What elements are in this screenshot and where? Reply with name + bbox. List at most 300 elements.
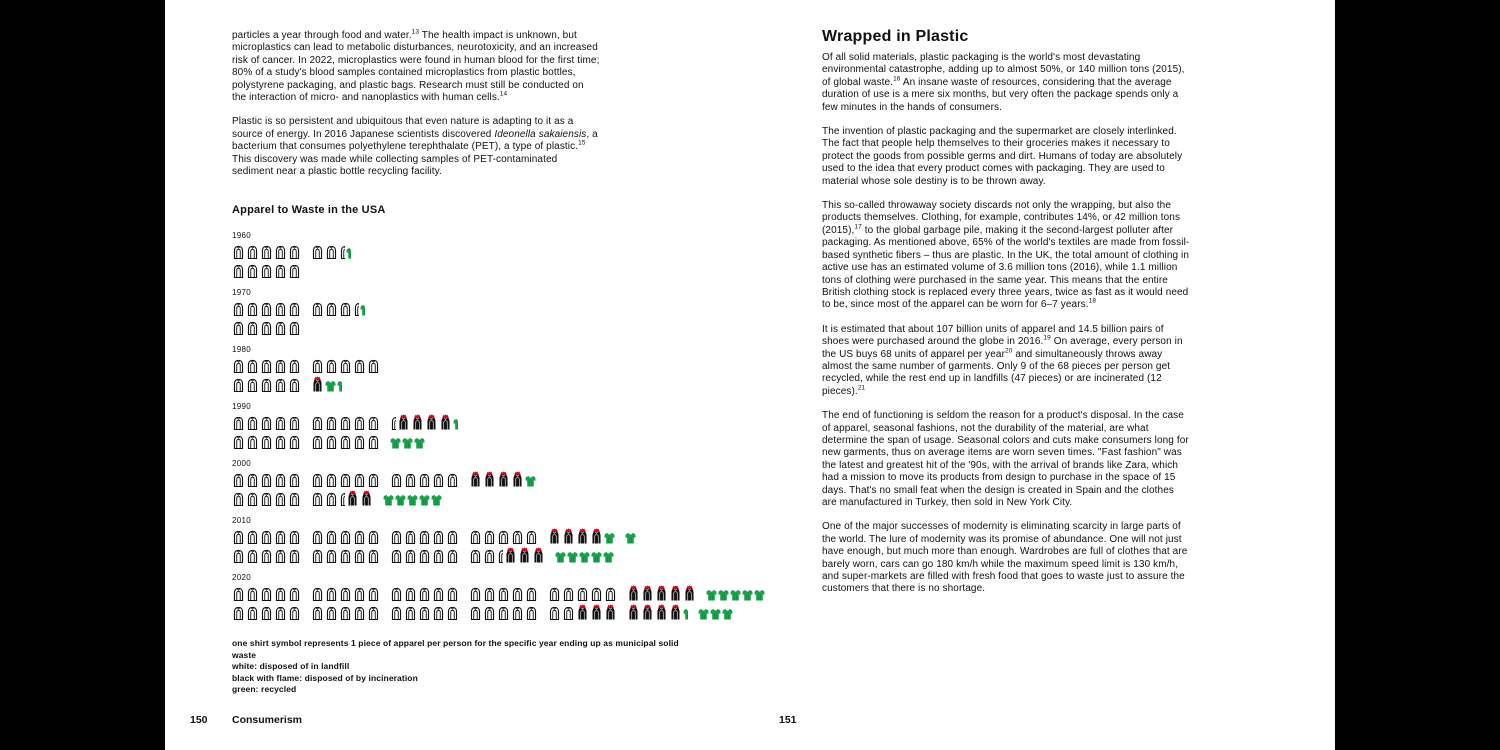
shirt-icon-landfill xyxy=(232,376,245,392)
shirt-icon-landfill xyxy=(432,528,445,544)
shirt-icon-landfill xyxy=(274,319,287,335)
pictogram-row xyxy=(232,242,702,259)
icon-group xyxy=(232,376,302,392)
icon-group xyxy=(232,528,302,544)
shirt-icon-landfill xyxy=(604,585,617,601)
shirt-icon-landfill xyxy=(511,604,524,620)
shirt-icon-landfill xyxy=(525,585,538,601)
legend-line: white: disposed of in landfill xyxy=(232,661,350,672)
icon-group xyxy=(232,319,302,335)
shirt-icon-landfill xyxy=(246,547,259,563)
shirt-icon-landfill xyxy=(232,528,245,544)
shirt-icon-landfill xyxy=(511,528,524,544)
legend-line: one shirt symbol represents 1 piece of apparel per person for the specific year ending up as municipal solid waste xyxy=(232,638,679,660)
shirt-icon-recycled xyxy=(591,551,602,563)
shirt-icon-recycled xyxy=(698,608,709,620)
paragraph: The end of functioning is seldom the reason for a product's disposal. In the case of apparel, seasonal fashions, not the durability of the material, are what determine the span of usage. Seasonal colors and cuts make consumers long for new garments, thus on average items are worn seven times. "Fast fashion" was the latest and greatest hit of the '90s, with the arrival of brands like Zara, which had a mission to move its products from design to purchase in the space of 15 days. That's no small feat when the design is created in Spain and the clothes are manufactured in Turkey, then sold in New York City. xyxy=(822,410,1189,508)
shirt-icon-landfill xyxy=(325,471,338,487)
shirt-icon-incinerated xyxy=(627,585,640,601)
shirt-icon-landfill xyxy=(232,243,245,259)
shirt-icon-landfill xyxy=(446,528,459,544)
pictogram-row xyxy=(232,432,702,449)
shirt-icon-incinerated xyxy=(548,528,561,544)
shirt-icon-landfill xyxy=(339,300,352,316)
shirt-icon-landfill xyxy=(404,471,417,487)
shirt-icon-landfill xyxy=(367,357,380,373)
shirt-icon-landfill xyxy=(274,262,287,278)
year-block-1960 xyxy=(232,231,702,278)
shirt-icon-landfill xyxy=(548,585,561,601)
icon-group xyxy=(390,437,426,449)
paragraph: Plastic is so persistent and ubiquitous that even nature is adapting to it as a source of energy. In 2016 Japanese scientists discovered Ideonella sakaiensis, a bacterium that consumes polyethylene terephthalate (PET), a type of plastic.$^{15}$ This discovery was made while collecting samples of PET-contaminated sediment near a plastic bottle recycling facility. xyxy=(232,116,598,178)
shirt-icon-landfill xyxy=(483,528,496,544)
icon-group xyxy=(232,471,302,487)
shirt-icon-landfill xyxy=(288,528,301,544)
shirt-icon-landfill xyxy=(311,547,324,563)
shirt-icon-landfill xyxy=(339,585,352,601)
pictogram-row xyxy=(232,356,702,373)
shirt-icon-landfill xyxy=(260,243,273,259)
paragraph: Of all solid materials, plastic packaging is the world's most devastating environmental catastrophe, adding up to almost 50%, or 140 million tons (2015), of global waste.$^{16}$ An insane waste of resources, considering that the average duration of use is a mere six months, but very often the package spends only a few minutes in the hands of consumers. xyxy=(822,52,1185,113)
shirt-icon-incinerated xyxy=(641,604,654,620)
year-block-2000 xyxy=(232,459,702,506)
shirt-icon-incinerated xyxy=(397,414,410,430)
shirt-icon-landfill xyxy=(274,585,287,601)
shirt-icon-landfill xyxy=(390,585,403,601)
icon-group xyxy=(311,300,366,316)
shirt-icon-landfill xyxy=(353,433,366,449)
shirt-icon-landfill xyxy=(288,262,301,278)
pictogram-row xyxy=(232,318,702,335)
shirt-icon-landfill xyxy=(497,585,510,601)
shirt-icon-landfill xyxy=(446,471,459,487)
shirt-icon-landfill xyxy=(525,528,538,544)
shirt-icon-landfill xyxy=(339,528,352,544)
shirt-icon-landfill xyxy=(325,604,338,620)
shirt-icon-landfill xyxy=(404,585,417,601)
shirt-icon-recycled xyxy=(718,589,729,601)
shirt-icon-incinerated xyxy=(627,604,640,620)
icon-group xyxy=(311,414,381,430)
shirt-icon-landfill xyxy=(511,585,524,601)
shirt-icon-landfill xyxy=(274,604,287,620)
shirt-icon-landfill xyxy=(311,471,324,487)
year-block-2020 xyxy=(232,573,702,620)
shirt-icon-landfill xyxy=(446,547,459,563)
year-label: 2020 xyxy=(232,573,251,583)
icon-group xyxy=(469,547,546,563)
shirt-icon-incinerated xyxy=(655,604,668,620)
shirt-icon-recycled-half xyxy=(360,304,365,316)
year-block-1980 xyxy=(232,345,702,392)
pictogram-row xyxy=(232,299,702,316)
shirt-icon-landfill xyxy=(390,604,403,620)
shirt-icon-recycled xyxy=(402,437,413,449)
shirt-icon-landfill xyxy=(246,300,259,316)
shirt-icon-landfill xyxy=(390,528,403,544)
shirt-icon-landfill xyxy=(418,471,431,487)
shirt-icon-landfill-half xyxy=(339,243,345,259)
shirt-icon-landfill xyxy=(446,604,459,620)
shirt-icon-recycled xyxy=(730,589,741,601)
icon-group xyxy=(232,433,302,449)
shirt-icon-incinerated xyxy=(562,528,575,544)
shirt-icon-landfill xyxy=(260,547,273,563)
pictogram-row xyxy=(232,375,702,392)
shirt-icon-landfill xyxy=(418,604,431,620)
shirt-icon-landfill xyxy=(274,433,287,449)
shirt-icon-landfill xyxy=(311,604,324,620)
shirt-icon-landfill xyxy=(311,300,324,316)
shirt-icon-recycled-half xyxy=(337,380,342,392)
shirt-icon-incinerated xyxy=(411,414,424,430)
chart-title: Apparel to Waste in the USA xyxy=(232,204,386,217)
icon-group xyxy=(232,357,302,373)
shirt-icon-landfill xyxy=(260,433,273,449)
shirt-icon-landfill-half xyxy=(339,490,345,506)
icon-group xyxy=(311,376,343,392)
shirt-icon-landfill xyxy=(418,547,431,563)
shirt-icon-landfill xyxy=(353,528,366,544)
shirt-icon-landfill xyxy=(260,357,273,373)
shirt-icon-landfill xyxy=(232,300,245,316)
shirt-icon-incinerated xyxy=(576,528,589,544)
icon-group xyxy=(390,604,460,620)
shirt-icon-landfill xyxy=(325,528,338,544)
shirt-icon-recycled xyxy=(525,475,536,487)
shirt-icon-landfill xyxy=(232,262,245,278)
shirt-icon-incinerated xyxy=(590,604,603,620)
icon-group xyxy=(232,604,302,620)
year-block-1970 xyxy=(232,288,702,335)
shirt-icon-landfill xyxy=(232,471,245,487)
shirt-icon-landfill xyxy=(311,433,324,449)
shirt-icon-landfill-half xyxy=(497,547,503,563)
shirt-icon-landfill xyxy=(288,300,301,316)
shirt-icon-landfill xyxy=(339,604,352,620)
shirt-icon-landfill xyxy=(246,357,259,373)
shirt-icon-landfill xyxy=(274,414,287,430)
year-label: 2000 xyxy=(232,459,251,469)
shirt-icon-landfill xyxy=(246,262,259,278)
shirt-icon-recycled xyxy=(710,608,721,620)
shirt-icon-incinerated xyxy=(311,376,324,392)
left-text-column xyxy=(232,30,702,696)
icon-group xyxy=(469,585,539,601)
shirt-icon-landfill xyxy=(562,604,575,620)
shirt-icon-incinerated xyxy=(532,547,545,563)
shirt-icon-landfill xyxy=(274,528,287,544)
shirt-icon-recycled xyxy=(383,494,394,506)
shirt-icon-recycled-half xyxy=(346,247,351,259)
pictogram-row xyxy=(232,470,702,487)
shirt-icon-landfill xyxy=(246,319,259,335)
shirt-icon-recycled xyxy=(419,494,430,506)
icon-group xyxy=(232,547,302,563)
shirt-icon-landfill xyxy=(232,433,245,449)
icon-group xyxy=(232,414,302,430)
shirt-icon-landfill xyxy=(390,547,403,563)
shirt-icon-landfill xyxy=(353,604,366,620)
icon-group xyxy=(469,604,539,620)
shirt-icon-landfill xyxy=(232,319,245,335)
icon-group xyxy=(390,471,460,487)
shirt-icon-recycled xyxy=(722,608,733,620)
pictogram-row xyxy=(232,527,702,544)
shirt-icon-landfill xyxy=(260,376,273,392)
icon-group xyxy=(311,357,381,373)
shirt-icon-landfill xyxy=(246,490,259,506)
shirt-icon-landfill xyxy=(367,585,380,601)
shirt-icon-recycled xyxy=(604,532,615,544)
chart-legend xyxy=(232,638,702,696)
icon-group xyxy=(311,547,381,563)
shirt-icon-recycled xyxy=(603,551,614,563)
shirt-icon-landfill xyxy=(260,319,273,335)
shirt-icon-landfill xyxy=(311,585,324,601)
shirt-icon-landfill xyxy=(246,414,259,430)
shirt-icon-landfill xyxy=(353,357,366,373)
left-paragraphs xyxy=(232,30,702,178)
shirt-icon-incinerated xyxy=(669,604,682,620)
shirt-icon-landfill xyxy=(288,585,301,601)
shirt-icon-incinerated xyxy=(504,547,517,563)
shirt-icon-landfill xyxy=(432,585,445,601)
icon-group xyxy=(232,243,302,259)
page-number-left: 150 xyxy=(190,714,208,726)
shirt-icon-landfill xyxy=(418,585,431,601)
shirt-icon-incinerated xyxy=(590,528,603,544)
shirt-icon-landfill xyxy=(367,471,380,487)
icon-group xyxy=(311,604,381,620)
shirt-icon-landfill xyxy=(325,357,338,373)
pictogram-row xyxy=(232,603,702,620)
shirt-icon-incinerated xyxy=(683,585,696,601)
shirt-icon-landfill xyxy=(274,490,287,506)
shirt-icon-landfill xyxy=(288,433,301,449)
shirt-icon-landfill xyxy=(367,414,380,430)
shirt-icon-landfill xyxy=(288,547,301,563)
shirt-icon-recycled xyxy=(431,494,442,506)
shirt-icon-landfill xyxy=(469,547,482,563)
shirt-icon-incinerated xyxy=(360,490,373,506)
shirt-icon-landfill xyxy=(246,433,259,449)
icon-group xyxy=(627,604,689,620)
shirt-icon-incinerated xyxy=(346,490,359,506)
pictogram-row xyxy=(232,261,702,278)
pictogram-row xyxy=(232,489,702,506)
shirt-icon-incinerated xyxy=(425,414,438,430)
shirt-icon-landfill xyxy=(232,414,245,430)
pictogram-row xyxy=(232,546,702,563)
icon-group xyxy=(390,528,460,544)
shirt-icon-landfill xyxy=(232,357,245,373)
shirt-icon-incinerated xyxy=(641,585,654,601)
icon-group xyxy=(311,433,381,449)
icon-group xyxy=(469,528,539,544)
shirt-icon-recycled-half xyxy=(683,608,688,620)
shirt-icon-landfill xyxy=(260,528,273,544)
shirt-icon-landfill xyxy=(390,471,403,487)
shirt-icon-landfill xyxy=(367,528,380,544)
shirt-icon-landfill xyxy=(432,547,445,563)
paragraph: particles a year through food and water.$^{13}$ The health impact is unknown, but microplastics can lead to metabolic disturbances, neurotoxicity, and an increased risk of cancer. In 2022, microplastics were found in human blood for the first time; 80% of a study's blood samples contained microplastics from plastic bottles, polystyrene packaging, and plastic bags. Research must still be conducted on the interaction of micro- and nanoplastics with human cells.$^{14}$ xyxy=(232,28,600,104)
shirt-icon-landfill xyxy=(288,490,301,506)
year-label: 1980 xyxy=(232,345,251,355)
legend-line: black with flame: disposed of by incineration xyxy=(232,672,418,683)
shirt-icon-recycled xyxy=(390,437,401,449)
shirt-icon-incinerated xyxy=(655,585,668,601)
shirt-icon-landfill xyxy=(246,585,259,601)
icon-group xyxy=(232,490,302,506)
shirt-icon-landfill xyxy=(525,604,538,620)
right-paragraphs xyxy=(822,52,1194,596)
shirt-icon-landfill xyxy=(339,547,352,563)
shirt-icon-landfill xyxy=(353,414,366,430)
shirt-icon-landfill xyxy=(232,490,245,506)
shirt-icon-landfill xyxy=(288,604,301,620)
shirt-icon-landfill xyxy=(432,471,445,487)
right-text-column xyxy=(822,28,1194,608)
shirt-icon-landfill xyxy=(418,528,431,544)
shirt-icon-landfill xyxy=(325,243,338,259)
shirt-icon-landfill xyxy=(339,471,352,487)
shirt-icon-landfill xyxy=(339,433,352,449)
page-left xyxy=(165,0,750,750)
shirt-icon-landfill xyxy=(274,471,287,487)
shirt-icon-landfill xyxy=(311,414,324,430)
shirt-icon-landfill xyxy=(246,243,259,259)
shirt-icon-landfill xyxy=(260,585,273,601)
shirt-icon-incinerated xyxy=(483,471,496,487)
shirt-icon-landfill xyxy=(260,300,273,316)
shirt-icon-landfill xyxy=(367,547,380,563)
shirt-icon-landfill xyxy=(246,376,259,392)
shirt-icon-landfill xyxy=(288,471,301,487)
shirt-icon-landfill xyxy=(353,547,366,563)
shirt-icon-incinerated xyxy=(439,414,452,430)
shirt-icon-landfill xyxy=(288,319,301,335)
shirt-icon-landfill xyxy=(288,376,301,392)
paragraph: This so-called throwaway society discards not only the wrapping, but also the products themselves. Clothing, for example, contributes 14%, or 42 million tons (2015),$^{17}$ to the global garbage pile, making it the second-largest polluter after packaging. As mentioned above, 65% of the world's textiles are made from fossil-based synthetic fibers – thus are plastic. In the UK, the total amount of clothing in active use has an estimated volume of 3.6 million tons (2016), while 1.1 million tons of clothing were purchased in the same year. This means that the entire British clothing stock is replaced every three years, twice as fast as it would need to be, since most of the apparel can be worn for 6–7 years.$^{18}$ xyxy=(822,200,1190,311)
shirt-icon-landfill-half xyxy=(390,414,396,430)
shirt-icon-landfill xyxy=(339,414,352,430)
shirt-icon-landfill xyxy=(274,376,287,392)
shirt-icon-landfill xyxy=(483,585,496,601)
icon-group xyxy=(390,547,460,563)
shirt-icon-incinerated xyxy=(604,604,617,620)
shirt-icon-recycled-half xyxy=(453,418,458,430)
icon-group xyxy=(232,585,302,601)
shirt-icon-landfill xyxy=(432,604,445,620)
icon-group xyxy=(548,585,618,601)
shirt-icon-recycled xyxy=(625,532,636,544)
shirt-icon-landfill xyxy=(562,585,575,601)
shirt-icon-landfill xyxy=(274,547,287,563)
icon-group xyxy=(232,262,302,278)
shirt-icon-landfill xyxy=(260,490,273,506)
shirt-icon-landfill xyxy=(497,604,510,620)
icon-group xyxy=(390,585,460,601)
shirt-icon-landfill xyxy=(367,604,380,620)
shirt-icon-incinerated xyxy=(576,604,589,620)
shirt-icon-landfill xyxy=(483,604,496,620)
shirt-icon-incinerated xyxy=(497,471,510,487)
icon-group xyxy=(311,243,352,259)
shirt-icon-incinerated xyxy=(511,471,524,487)
pictogram-row xyxy=(232,413,702,430)
shirt-icon-recycled xyxy=(414,437,425,449)
shirt-icon-landfill xyxy=(311,357,324,373)
page-number-right: 151 xyxy=(779,714,797,726)
icon-group xyxy=(232,300,302,316)
shirt-icon-landfill xyxy=(274,243,287,259)
icon-group xyxy=(625,532,637,544)
section-heading: Wrapped in Plastic xyxy=(822,28,969,45)
shirt-icon-landfill xyxy=(469,604,482,620)
year-block-2010 xyxy=(232,516,702,563)
year-label: 2010 xyxy=(232,516,251,526)
shirt-icon-landfill xyxy=(325,547,338,563)
icon-group xyxy=(627,585,697,601)
shirt-icon-recycled xyxy=(325,380,336,392)
shirt-icon-landfill xyxy=(339,357,352,373)
shirt-icon-landfill xyxy=(288,357,301,373)
shirt-icon-landfill xyxy=(353,471,366,487)
legend-line: green: recycled xyxy=(232,684,297,695)
shirt-icon-incinerated xyxy=(518,547,531,563)
shirt-icon-landfill xyxy=(576,585,589,601)
shirt-icon-landfill xyxy=(274,300,287,316)
icon-group xyxy=(548,604,618,620)
shirt-icon-landfill xyxy=(469,585,482,601)
shirt-icon-landfill xyxy=(311,528,324,544)
shirt-icon-landfill xyxy=(325,300,338,316)
shirt-icon-landfill xyxy=(246,604,259,620)
icon-group xyxy=(383,494,443,506)
paragraph: It is estimated that about 107 billion units of apparel and 14.5 billion pairs of shoes were purchased around the globe in 2016.19 On average, every person in the US buys 68 units of apparel per year$^{20}$ and simultaneously throws away almost the same number of garments. Only 9 of the 68 pieces per person get recycled, while the rest end up in landfills (47 pieces) or are incinerated (12 pieces).$^{21}$ xyxy=(822,323,1183,397)
shirt-icon-recycled xyxy=(706,589,717,601)
icon-group xyxy=(311,490,374,506)
year-label: 1960 xyxy=(232,231,251,241)
page-right xyxy=(750,0,1335,750)
background-panel-left xyxy=(0,0,165,750)
shirt-icon-landfill xyxy=(311,243,324,259)
icon-group xyxy=(698,608,734,620)
shirt-icon-landfill xyxy=(367,433,380,449)
year-block-1990 xyxy=(232,402,702,449)
apparel-waste-pictogram xyxy=(232,231,702,620)
book-spread xyxy=(165,0,1335,750)
shirt-icon-landfill xyxy=(325,585,338,601)
shirt-icon-recycled xyxy=(555,551,566,563)
shirt-icon-landfill xyxy=(246,528,259,544)
shirt-icon-landfill xyxy=(404,604,417,620)
shirt-icon-recycled xyxy=(395,494,406,506)
shirt-icon-landfill xyxy=(469,528,482,544)
shirt-icon-landfill xyxy=(497,528,510,544)
shirt-icon-incinerated xyxy=(669,585,682,601)
shirt-icon-recycled xyxy=(407,494,418,506)
pictogram-row xyxy=(232,584,702,601)
shirt-icon-landfill xyxy=(246,471,259,487)
shirt-icon-recycled xyxy=(579,551,590,563)
chapter-label: Consumerism xyxy=(232,714,303,726)
shirt-icon-recycled xyxy=(567,551,578,563)
shirt-icon-landfill xyxy=(325,414,338,430)
year-label: 1970 xyxy=(232,288,251,298)
shirt-icon-landfill-half xyxy=(353,300,359,316)
